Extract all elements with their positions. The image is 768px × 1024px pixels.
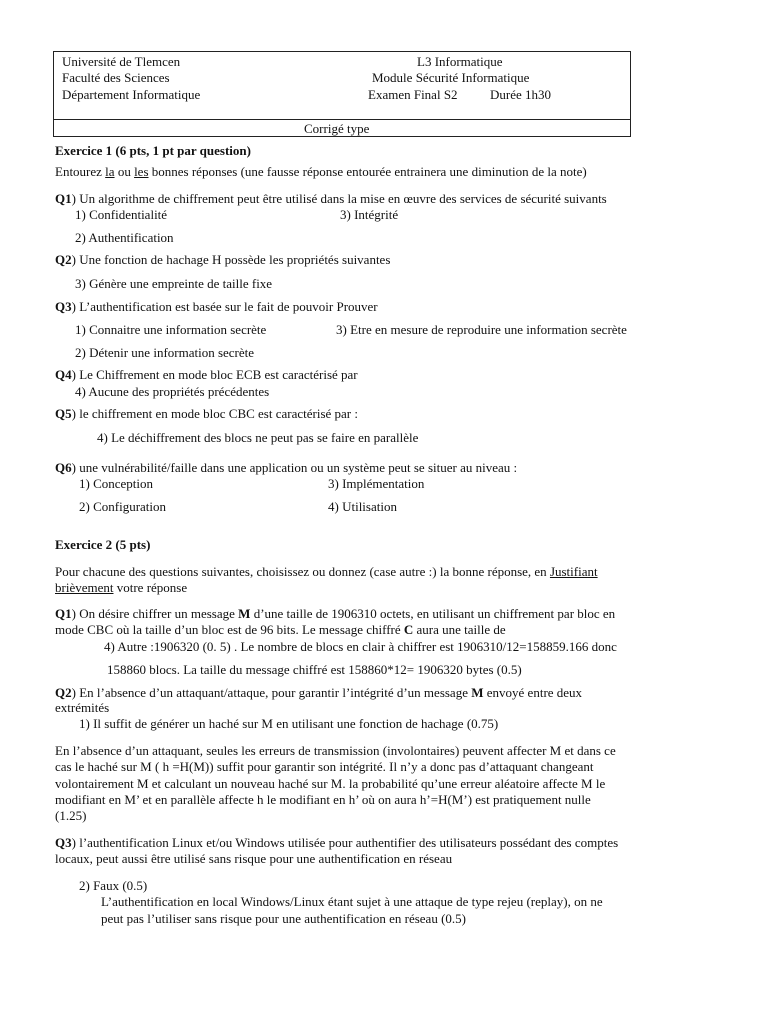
ex2-q2-explanation-3: volontairement M et calculant un nouveau haché sur M. la probabilité qu’une erreur aléatoire affecte M le — [55, 776, 606, 791]
exercise-2-title: Exercice 2 (5 pts) — [55, 537, 151, 552]
header-divider — [54, 119, 630, 120]
ex2-q2-line-1 — [55, 685, 582, 701]
instr-text: ou — [114, 164, 135, 179]
intro-brievement: brièvement — [55, 580, 114, 595]
ex1-q2 — [55, 252, 390, 268]
ex1-q3-answer-1: 1) Connaitre une information secrète — [75, 322, 267, 337]
intro-text: votre réponse — [113, 580, 188, 595]
university-name: Université de Tlemcen — [62, 54, 181, 69]
ex1-q6-answer-2: 2) Configuration — [79, 499, 167, 514]
question-text: ) L’authentification est basée sur le fait de pouvoir Prouver — [71, 299, 378, 314]
ex1-q4 — [55, 367, 358, 383]
question-label: Q5 — [55, 406, 72, 421]
question-text: ) une vulnérabilité/faille dans une application ou un système peut se situer au niveau : — [71, 460, 518, 475]
cipher-symbol: C — [403, 622, 414, 637]
ex2-q3-explanation-1: L’authentification en local Windows/Linux étant sujet à une attaque de type rejeu (replay), on ne — [101, 894, 603, 909]
question-text: ) Un algorithme de chiffrement peut être utilisé dans la mise en œuvre des services de sécurité suivants — [71, 191, 607, 206]
ex2-q1-answer-line-1: 4) Autre :1906320 (0. 5) . Le nombre de blocs en clair à chiffrer est 1906310/12=158859.166 donc — [104, 639, 617, 654]
ex1-q1-answer-1: 1) Confidentialité — [75, 207, 168, 222]
faculty-name: Faculté des Sciences — [62, 70, 170, 85]
question-label: Q1 — [55, 191, 72, 206]
corrige-label: Corrigé type — [304, 121, 370, 136]
question-text: envoyé entre deux — [483, 685, 583, 700]
ex1-q3 — [55, 299, 378, 315]
intro-justifiant: Justifiant — [549, 564, 598, 579]
ex2-q2-line-2: extrémités — [55, 700, 110, 715]
ex1-q3-answer-3: 3) Etre en mesure de reproduire une information secrète — [336, 322, 627, 337]
question-label: Q3 — [55, 299, 72, 314]
ex2-q2-explanation-4: modifiant en M’ et en parallèle affecte h le modifiant en h’ où on aura h’=H(M’) est pratiquement nulle — [55, 792, 591, 807]
ex2-q2-explanation-1: En l’absence d’un attaquant, seules les erreurs de transmission (involontaires) peuvent affecter M et dans ce — [55, 743, 616, 758]
instr-la: la — [105, 164, 115, 179]
question-text: ) On désire chiffrer un message — [71, 606, 239, 621]
exercise-2-intro-line-1 — [55, 564, 598, 580]
question-label: Q3 — [55, 835, 72, 850]
question-text: ) Une fonction de hachage H possède les propriétés suivantes — [71, 252, 391, 267]
message-symbol: M — [238, 606, 251, 621]
ex1-q6-answer-4: 4) Utilisation — [328, 499, 397, 514]
ex2-q2-explanation-2: cas le haché sur M ( h =H(M)) suffit pour garantir son intégrité. Il n’y a donc pas d’attaquant changeant — [55, 759, 594, 774]
department-name: Département Informatique — [62, 87, 201, 102]
ex1-q4-answer-4: 4) Aucune des propriétés précédentes — [75, 384, 270, 399]
ex2-q3-answer-2: 2) Faux (0.5) — [79, 878, 148, 893]
ex1-q5 — [55, 406, 358, 422]
ex2-q1-answer-line-2: 158860 blocs. La taille du message chiffré est 158860*12= 1906320 bytes (0.5) — [107, 662, 522, 677]
ex1-q6-answer-1: 1) Conception — [79, 476, 154, 491]
ex1-q5-answer-4: 4) Le déchiffrement des blocs ne peut pas se faire en parallèle — [97, 430, 419, 445]
question-label: Q6 — [55, 460, 72, 475]
exam-duration: Durée 1h30 — [490, 87, 552, 102]
ex1-q1-answer-3: 3) Intégrité — [340, 207, 399, 222]
exercise-1-title: Exercice 1 (6 pts, 1 pt par question) — [55, 143, 251, 158]
instr-text: Entourez — [55, 164, 106, 179]
exam-session: Examen Final S2 — [368, 87, 458, 102]
ex1-q2-answer-3: 3) Génère une empreinte de taille fixe — [75, 276, 273, 291]
ex2-q3-explanation-2: peut pas l’utiliser sans risque pour une authentification en réseau (0.5) — [101, 911, 466, 926]
question-label: Q2 — [55, 685, 72, 700]
ex1-q1-answer-2: 2) Authentification — [75, 230, 174, 245]
ex2-q2-answer-1: 1) Il suffit de générer un haché sur M en utilisant une fonction de hachage (0.75) — [79, 716, 499, 731]
ex2-q1-line-2 — [55, 622, 506, 638]
question-text: mode CBC où la taille d’un bloc est de 96 bits. Le message chiffré — [55, 622, 404, 637]
ex1-q1 — [55, 191, 607, 207]
exercise-2-intro-line-2 — [55, 580, 187, 596]
intro-text: Pour chacune des questions suivantes, choisissez ou donnez (case autre :) la bonne réponse, en — [55, 564, 550, 579]
exam-level: L3 Informatique — [417, 54, 503, 69]
question-text: ) Le Chiffrement en mode bloc ECB est caractérisé par — [71, 367, 358, 382]
ex1-q6-answer-3: 3) Implémentation — [328, 476, 425, 491]
ex1-q3-answer-2: 2) Détenir une information secrète — [75, 345, 255, 360]
question-label: Q4 — [55, 367, 72, 382]
question-text: ) le chiffrement en mode bloc CBC est caractérisé par : — [71, 406, 358, 421]
question-label: Q1 — [55, 606, 72, 621]
exam-header — [53, 51, 631, 137]
ex2-q3-line-1 — [55, 835, 618, 851]
question-text: d’une taille de 1906310 octets, en utilisant un chiffrement par bloc en — [250, 606, 616, 621]
question-text: ) En l’absence d’un attaquant/attaque, pour garantir l’intégrité d’un message — [71, 685, 472, 700]
question-text: aura une taille de — [413, 622, 506, 637]
instr-les: les — [134, 164, 149, 179]
instr-text: bonnes réponses (une fausse réponse entourée entrainera une diminution de la note) — [148, 164, 587, 179]
exercise-1-instructions — [55, 164, 587, 180]
ex2-q1-line-1 — [55, 606, 615, 622]
question-label: Q2 — [55, 252, 72, 267]
question-text: ) l’authentification Linux et/ou Windows utilisée pour authentifier des utilisateurs possédant des comptes — [71, 835, 619, 850]
ex1-q6 — [55, 460, 517, 476]
message-symbol: M — [471, 685, 484, 700]
exam-module: Module Sécurité Informatique — [372, 70, 530, 85]
ex2-q2-explanation-5: (1.25) — [55, 808, 87, 823]
ex2-q3-line-2: locaux, peut aussi être utilisé sans risque pour une authentification en réseau — [55, 851, 453, 866]
